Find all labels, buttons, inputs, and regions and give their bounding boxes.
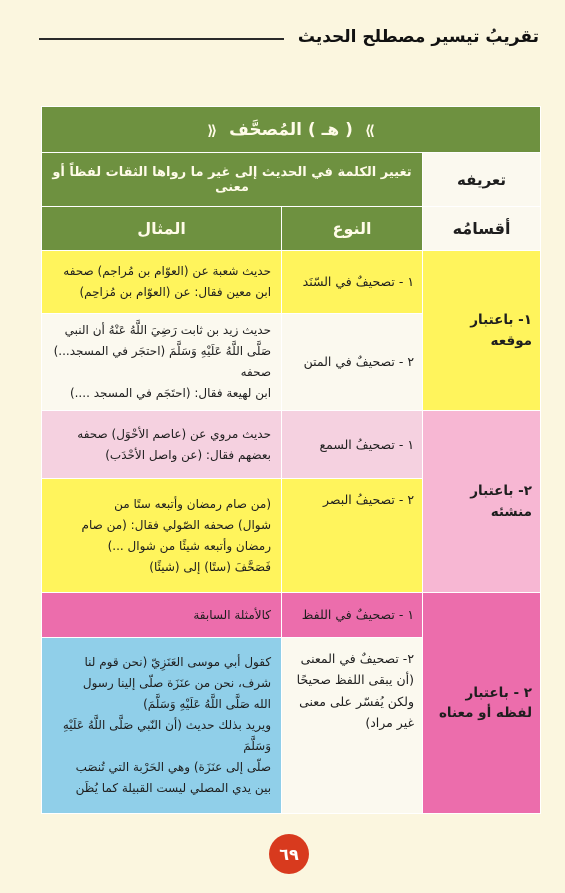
example-cell [42, 314, 282, 411]
header-rule [39, 38, 284, 40]
definition-label-cell [423, 153, 541, 207]
type-cell [282, 251, 423, 314]
division-cell-1 [423, 251, 541, 411]
divisions-header-cell [423, 207, 541, 251]
example-line: صَلَّى اللَّهُ عَلَيْهِ وَسَلَّمَ (احتجَر في المسجد...) صحفه [53, 344, 272, 379]
example-line: فَصَحَّفَ (ستًا) إلى (شيئًا) [149, 559, 272, 574]
division-label: ١- باعتبار موقعه [470, 312, 533, 349]
example-line: كالأمثلة السابقة [193, 607, 272, 622]
example-cell [42, 411, 282, 479]
example-cell [42, 638, 282, 814]
running-header [39, 24, 539, 50]
example-line: رمضان وأتبعه شيئًا من شوال ...) [107, 538, 272, 553]
type-label: ٢ - تصحيفُ البصر [322, 492, 415, 507]
section-title: ( هـ ) المُصحَّف [229, 119, 353, 140]
definition-text-cell [42, 153, 423, 207]
example-header-cell [42, 207, 282, 251]
type-cell [282, 479, 423, 593]
example-cell [42, 593, 282, 638]
type-cell [282, 593, 423, 638]
division-cell-3 [423, 593, 541, 814]
type-label: ١ - تصحيفٌ في اللفظ [301, 607, 415, 623]
example-line: الله صَلَّى اللَّهُ عَلَيْهِ وَسَلَّمَ) [143, 697, 272, 711]
division-label: ٢- باعتبار منشئه [470, 483, 533, 520]
example-line: كقول أبي موسى العَنَزِيّ (نحن قوم لنا [84, 655, 272, 669]
classification-table [41, 106, 541, 814]
example-line: حديث زيد بن ثابت رَضِيَ اللَّهُ عَنْهُ أن النبي [64, 323, 272, 337]
type-label: ٢ - تصحيفٌ في المتن [303, 354, 415, 370]
example-line: صلّى إلى عنَزَة) وهي الحَرْبة التي تُنصَب [75, 760, 272, 774]
example-header: المثال [137, 219, 186, 238]
type-cell [282, 411, 423, 479]
ornament-left: ⟪ [207, 122, 218, 139]
division-label: ٢ - باعتبار لفظه أو معناه [438, 684, 533, 721]
example-line: ويريد بذلك حديث (أن النّبي صَلَّى اللَّهُ عَلَيْهِ وَسَلَّمَ [62, 718, 272, 753]
type-label: ٢- تصحيفٌ في المعنى (أن يبقى اللفظ صحيحًا ولكن يُفسّر على معنى غير مراد) [296, 651, 415, 730]
example-cell [42, 479, 282, 593]
type-cell [282, 638, 423, 814]
example-line: بين يدي المصلي ليست القبيلة كما يُظَن [75, 781, 272, 795]
definition-text: تغيير الكلمة في الحديث إلى غير ما رواها الثقات لفظاً أو معنى [52, 164, 412, 195]
example-line: بعضهم فقال: (عن واصل الأحْدَب) [105, 447, 272, 462]
example-line: ابن معين فقال: عن (العوّام بن مُزاحِم) [79, 285, 272, 299]
definition-label: تعريفه [457, 170, 507, 189]
example-line: (من صام رمضان وأتبعه ستًا من [114, 496, 272, 511]
divisions-header: أقسامُه [452, 219, 511, 238]
type-label: ١ - تصحيفُ السمع [319, 436, 415, 452]
type-cell [282, 314, 423, 411]
ornament-right: ⟫ [364, 122, 375, 139]
example-line: حديث مروي عن (عاصم الأحْوَل) صحفه [77, 426, 272, 441]
example-line: ابن لهيعة فقال: (احتَجَم في المسجد ....) [69, 386, 272, 400]
page-number: ٦٩ [269, 834, 309, 874]
section-title-band [42, 107, 541, 153]
division-cell-2 [423, 411, 541, 593]
example-line: حديث شعبة عن (العوّام بن مُراجم) صحفه [63, 264, 272, 278]
example-line: شرف، نحن من عنَزَة صلّى إلينا رسول [82, 676, 272, 690]
example-line: شوال) صحفه الصّولي فقال: (من صام [81, 517, 272, 532]
type-header-cell [282, 207, 423, 251]
running-title: تقريبُ تيسير مصطلح الحديث [297, 27, 539, 47]
example-cell [42, 251, 282, 314]
type-label: ١ - تصحيفٌ في السّنَد [302, 274, 415, 290]
type-header: النوع [332, 219, 372, 238]
